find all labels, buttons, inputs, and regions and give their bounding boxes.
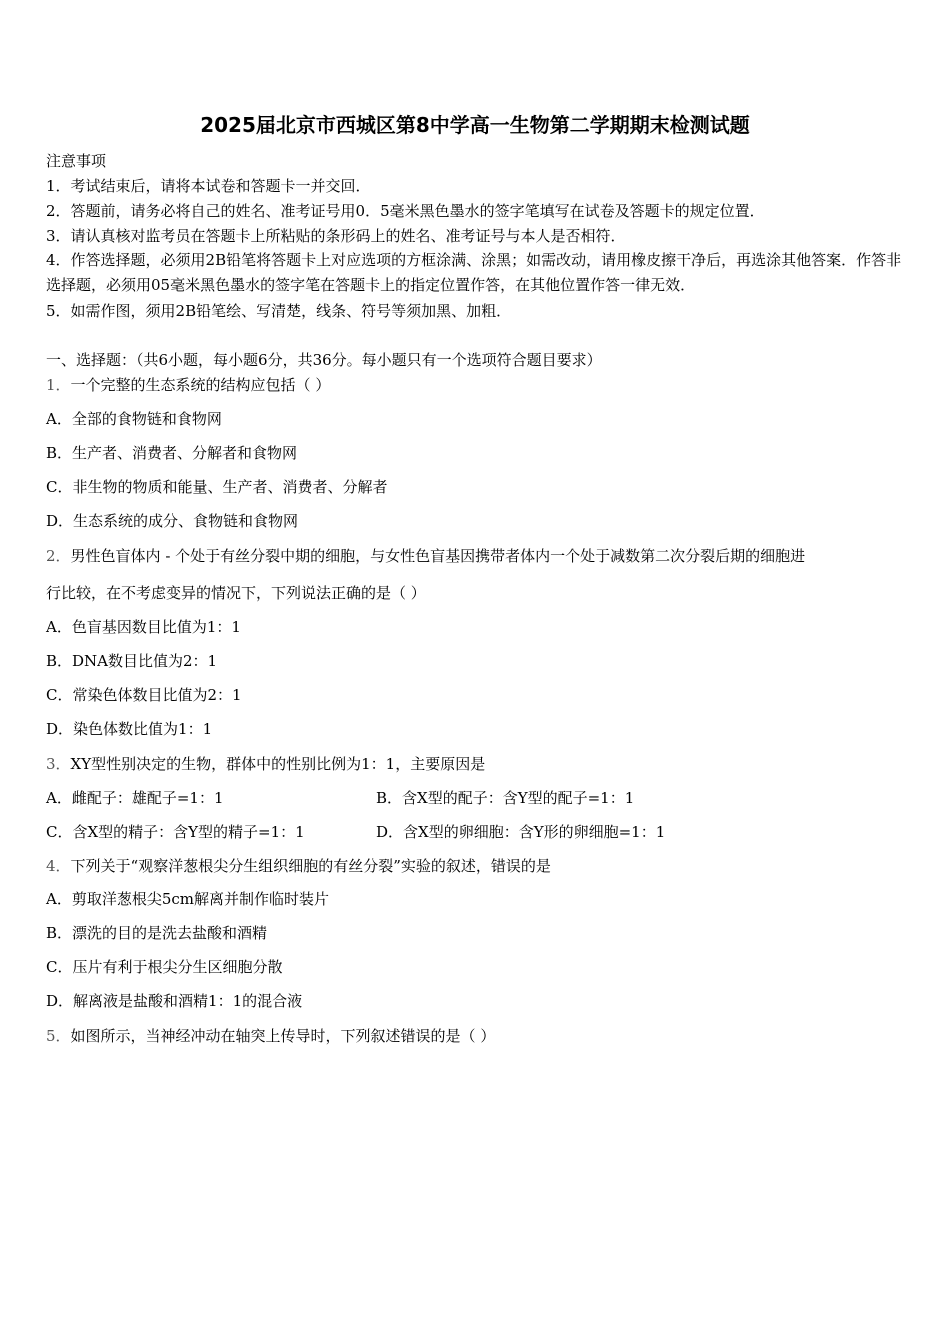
notice-item-1: 1．考试结束后，请将本试卷和答题卡一并交回． (46, 177, 371, 195)
notice-item-2: 2．答题前，请务必将自己的姓名、准考证号用0．5毫米黑色墨水的签字笔填写在试卷及答题卡的规定位置． (46, 202, 765, 220)
q2-option-b: B．DNA数目比值为2：1 (46, 652, 218, 670)
q1-option-b: B．生产者、消费者、分解者和食物网 (46, 444, 298, 462)
q3-option-a: A．雌配子：雄配子=1：1 (46, 789, 224, 807)
question-stem: 下列关于“观察洋葱根尖分生组织细胞的有丝分裂”实验的叙述，错误的是 (70, 857, 551, 875)
q3-option-d: D．含X型的卵细胞：含Y形的卵细胞=1：1 (376, 823, 666, 841)
q2-option-a: A．色盲基因数目比值为1：1 (46, 618, 241, 636)
page-title: 2025届北京市西城区第8中学高一生物第二学期期末检测试题 (200, 113, 750, 137)
question-5 (46, 1025, 495, 1047)
question-number: 1． (46, 376, 71, 394)
q4-option-a: A．剪取洋葱根尖5cm解离并制作临时装片 (46, 890, 330, 908)
question-stem: XY型性别决定的生物，群体中的性别比例为1：1，主要原因是 (70, 755, 486, 773)
question-stem: 一个完整的生态系统的结构应包括（ ） (70, 376, 331, 394)
notice-item-3: 3．请认真核对监考员在答题卡上所粘贴的条形码上的姓名、准考证号与本人是否相符． (46, 227, 626, 245)
q1-option-d: D．生态系统的成分、食物链和食物网 (46, 512, 299, 530)
question-4 (46, 855, 551, 877)
q2-option-c: C．常染色体数目比值为2：1 (46, 686, 242, 704)
question-number: 3． (46, 755, 71, 773)
q3-option-c: C．含X型的精子：含Y型的精子=1：1 (46, 823, 305, 841)
question-1 (46, 374, 330, 396)
question-stem: 如图所示，当神经冲动在轴突上传导时，下列叙述错误的是（ ） (70, 1027, 496, 1045)
notice-heading: 注意事项 (46, 152, 107, 170)
section-heading: 一、选择题：（共6小题，每小题6分，共36分。每小题只有一个选项符合题目要求） (46, 351, 602, 369)
question-stem: 男性色盲体内 - 个处于有丝分裂中期的细胞，与女性色盲基因携带者体内一个处于减数第二次分裂后期的细胞进 (70, 547, 806, 565)
q3-option-b: B．含X型的配子：含Y型的配子=1：1 (376, 789, 635, 807)
question-number: 4． (46, 857, 71, 875)
question-number: 2． (46, 547, 71, 565)
question-2 (46, 545, 805, 567)
question-3 (46, 753, 485, 775)
q2-option-d: D．染色体数比值为1：1 (46, 720, 213, 738)
q4-option-b: B．漂洗的目的是洗去盐酸和酒精 (46, 924, 268, 942)
q4-option-d: D．解离液是盐酸和酒精1：1的混合液 (46, 992, 303, 1010)
question-number: 5． (46, 1027, 71, 1045)
q1-option-c: C．非生物的物质和能量、生产者、消费者、分解者 (46, 478, 388, 496)
notice-item-4: 4．作答选择题，必须用2B铅笔将答题卡上对应选项的方框涂满、涂黑；如需改动，请用橡皮擦干净后，再选涂其他答案．作答非选择题，必须用05毫米黑色墨水的签字笔在答题卡上的指定位置作答，在其他位置作答一律无效． (46, 251, 902, 294)
q4-option-c: C．压片有利于根尖分生区细胞分散 (46, 958, 283, 976)
q1-option-a: A．全部的食物链和食物网 (46, 410, 222, 428)
question-2-continued: 行比较，在不考虑变异的情况下，下列说法正确的是（ ） (46, 584, 426, 602)
notice-item-5: 5．如需作图，须用2B铅笔绘、写清楚，线条、符号等须加黑、加粗． (46, 302, 512, 320)
